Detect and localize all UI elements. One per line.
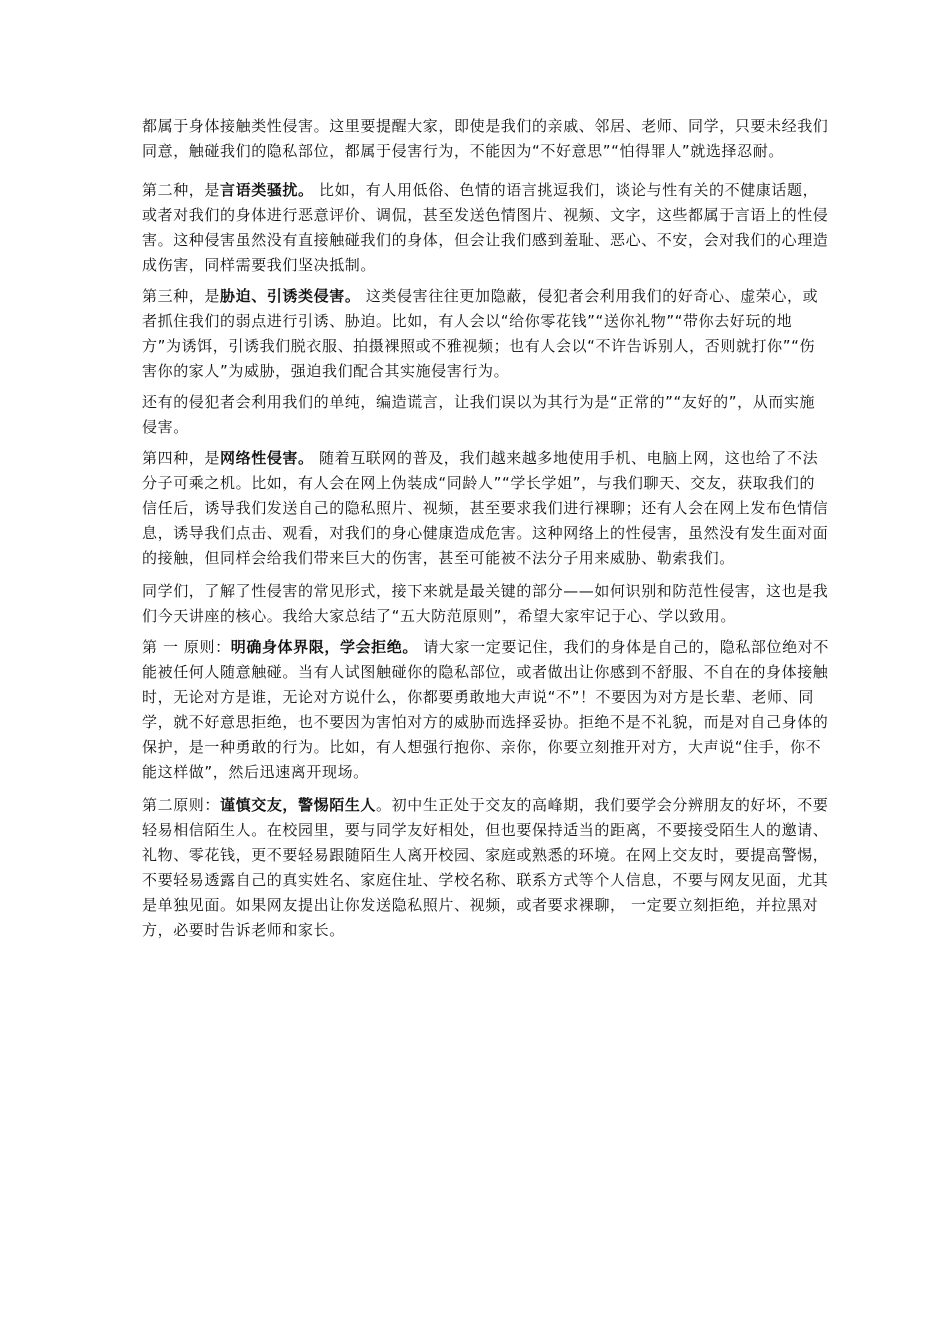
paragraph-principle-two [142, 793, 830, 943]
paragraph-prefix: 第 一 原则： [142, 638, 231, 656]
paragraph-prefix: 第四种，是 [142, 449, 221, 467]
paragraph-five-principles-intro [142, 579, 830, 629]
paragraph-verbal-harassment [142, 178, 830, 278]
paragraph-principle-one [142, 635, 830, 785]
paragraph-prefix: 第二种，是 [142, 181, 221, 199]
paragraph-online-abuse [142, 446, 830, 571]
paragraph-text: 还有的侵犯者会利用我们的单纯，编造谎言，让我们误以为其行为是“正常的”“友好的”，从而实施侵害。 [142, 393, 816, 436]
paragraph-text: 同学们，了解了性侵害的常见形式，接下来就是最关键的部分——如何识别和防范性侵害，这也是我们今天讲座的核心。我给大家总结了“五大防范原则”，希望大家牢记于心、学以致用。 [142, 582, 829, 625]
paragraph-text: 都属于身体接触类性侵害。这里要提醒大家，即使是我们的亲戚、邻居、老师、同学，只要未经我们同意，触碰我们的隐私部位，都属于侵害行为，不能因为“不好意思”“怕得罪人”就选择忍耐。 [142, 117, 829, 160]
paragraph-body: 比如，有人用低俗、色情的语言挑逗我们，谈论与性有关的不健康话题，或者对我们的身体进行恶意评价、调侃，甚至发送色情图片、视频、文字，这些都属于言语上的性侵害。这种侵害虽然没有直接触碰我们的身体，但会让我们感到羞耻、恶心、不安，会对我们的心理造成伤害，同样需要我们坚决抵制。 [142, 181, 829, 274]
paragraph-prefix: 第二原则： [142, 796, 221, 814]
paragraph-heading: 谨慎交友，警惕陌生人 [220, 796, 377, 814]
paragraph-body: 。初中生正处于交友的高峰期，我们要学会分辨朋友的好坏，不要轻易相信陌生人。在校园里，要与同学友好相处，但也要保持适当的距离，不要接受陌生人的邀请、礼物、零花钱，更不要轻易跟随陌生人离开校园、家庭或熟悉的环境。在网上交友时，要提高警惕，不要轻易透露自己的真实姓名、家庭住址、学校名称、联系方式等个人信息，不要与网友见面，尤其是单独见面。如果网友提出让你发送隐私照片、视频，或者要求裸聊， 一定要立刻拒绝，并拉黑对方，必要时告诉老师和家长。 [142, 796, 829, 939]
paragraph-heading: 胁迫、引诱类侵害。 [220, 287, 361, 305]
paragraph-heading: 明确身体界限，学会拒绝。 [230, 638, 418, 656]
paragraph-body: 这类侵害往往更加隐蔽，侵犯者会利用我们的好奇心、虚荣心，或者抓住我们的弱点进行引诱、胁迫。比如，有人会以“给你零花钱”“送你礼物”“带你去好玩的地方”为诱饵，引诱我们脱衣服、拍摄裸照或不雅视频；也有人会以“不许告诉别人，否则就打你”“伤害你的家人”为威胁，强迫我们配合其实施侵害行为。 [142, 287, 819, 380]
paragraph-coercion [142, 284, 830, 384]
paragraph-heading: 言语类骚扰。 [220, 181, 314, 199]
paragraph-deception [142, 390, 830, 440]
paragraph-heading: 网络性侵害。 [220, 449, 314, 467]
paragraph-body: 随着互联网的普及，我们越来越多地使用手机、电脑上网，这也给了不法分子可乘之机。比如，有人会在网上伪装成“同龄人”“学长学姐”，与我们聊天、交友，获取我们的信任后，诱导我们发送自己的隐私照片、视频，甚至要求我们进行裸聊；还有人会在网上发布色情信息，诱导我们点击、观看，对我们的身心健康造成危害。这种网络上的性侵害，虽然没有发生面对面的接触，但同样会给我们带来巨大的伤害，甚至可能被不法分子用来威胁、勒索我们。 [142, 449, 829, 567]
paragraph-body: 请大家一定要记住，我们的身体是自己的，隐私部位绝对不能被任何人随意触碰。当有人试图触碰你的隐私部位，或者做出让你感到不舒服、不自在的身体接触时，无论对方是谁，无论对方说什么，你都要勇敢地大声说“不”！不要因为对方是长辈、老师、同学，就不好意思拒绝，也不要因为害怕对方的威胁而选择妥协。拒绝不是不礼貌，而是对自己身体的保护，是一种勇敢的行为。比如，有人想强行抱你、亲你，你要立刻推开对方，大声说“住手，你不能这样做”，然后迅速离开现场。 [142, 638, 829, 781]
paragraph-physical-contact [142, 114, 830, 164]
paragraph-prefix: 第三种，是 [142, 287, 221, 305]
